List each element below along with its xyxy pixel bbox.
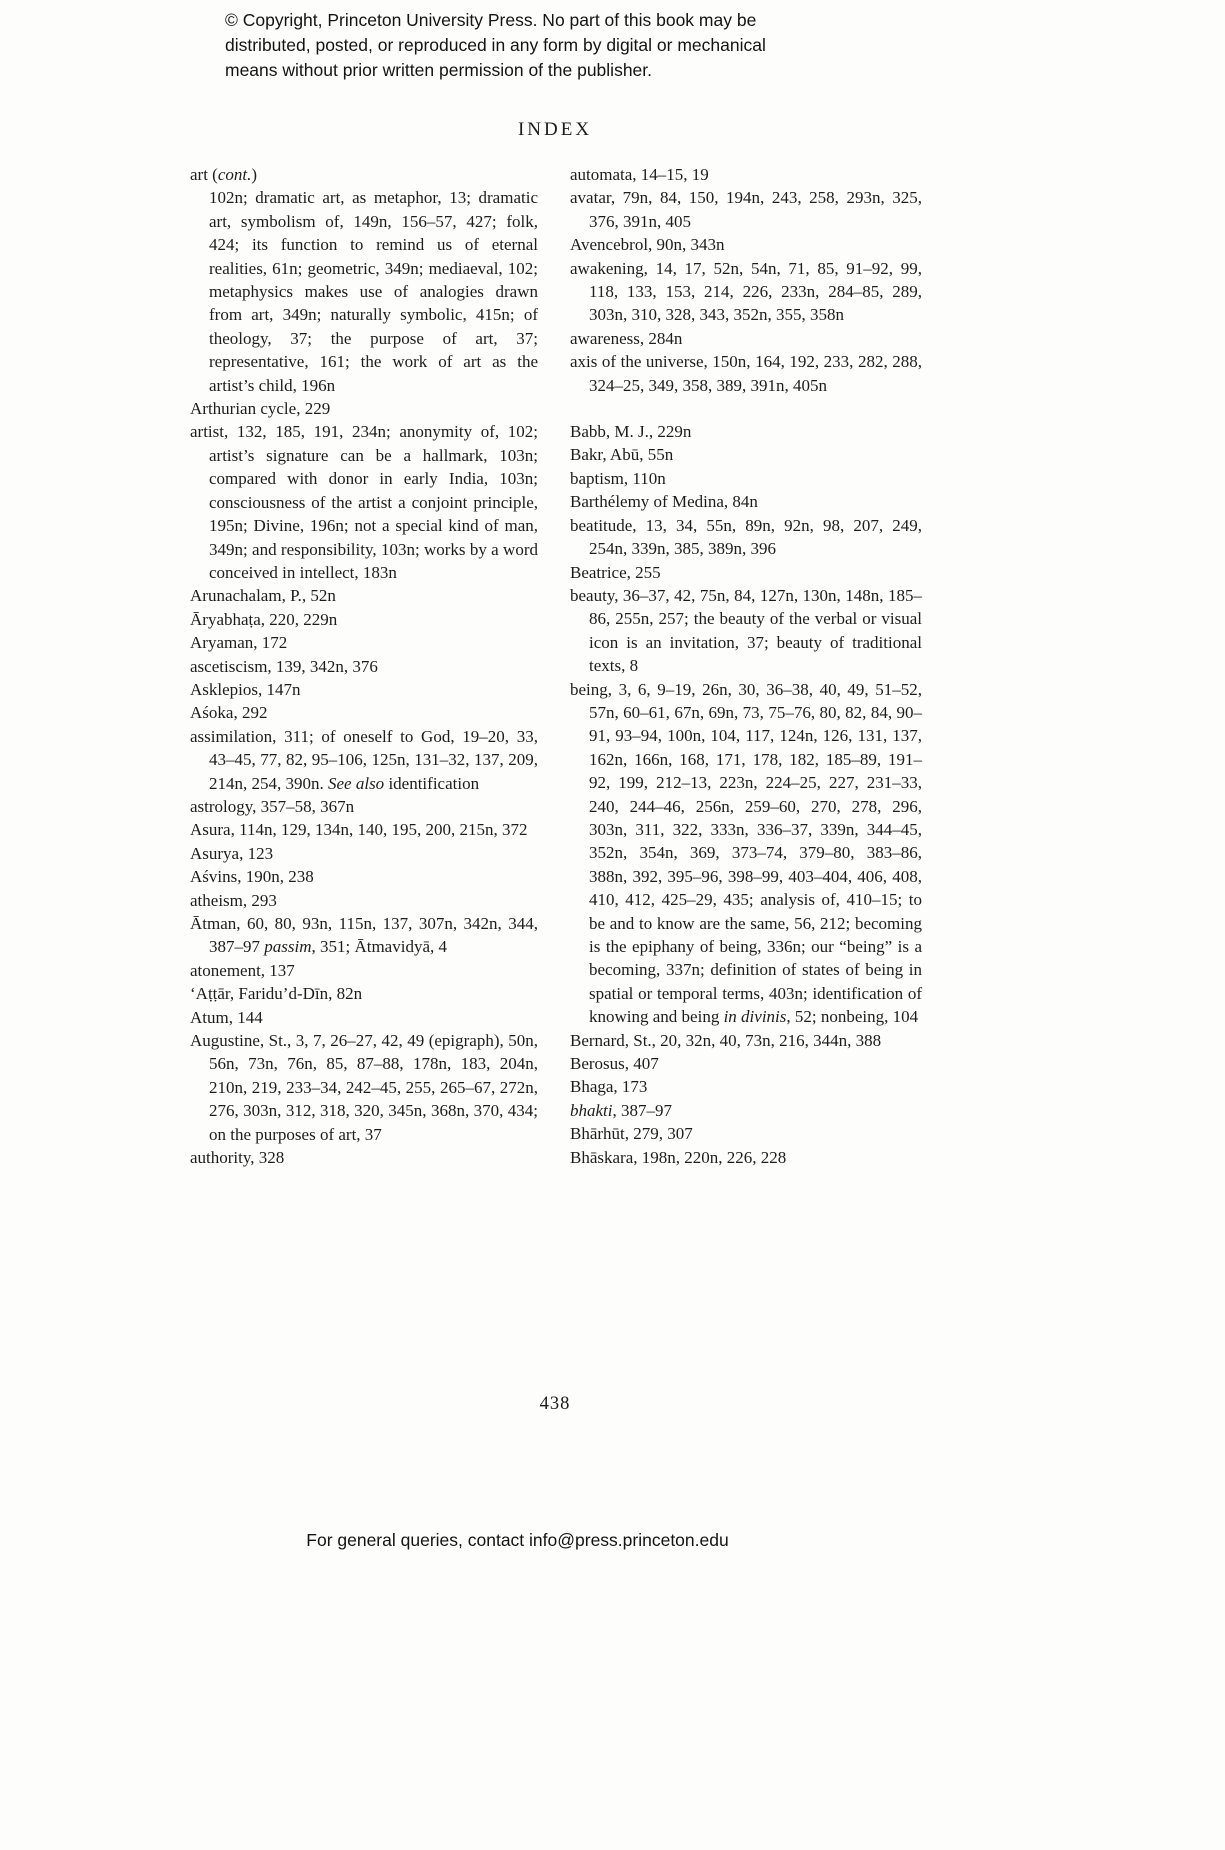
index-entry: beatitude, 13, 34, 55n, 89n, 92n, 98, 207, 249, 254n, 339n, 385, 389n, 396 bbox=[570, 515, 922, 559]
index-entry: Avencebrol, 90n, 343n bbox=[570, 235, 725, 255]
index-entry: artist, 132, 185, 191, 234n; anonymity of, 102; artist’s signature can be a hallmark, 103n; compared with donor in early India, 103n; consciousness of the artist a conjoint principle, 195n; Divine, 196n; not a special kind of man, 349n; and responsibility, 103n; works by a word conceived in intellect, 183n bbox=[190, 422, 538, 582]
index-entry: 102n; dramatic art, as metaphor, 13; dramatic art, symbolism of, 149n, 156–57, 427; folk, 424; its function to remind us of eternal realities, 61n; geometric, 349n; mediaeval, 102; metaphysics makes use of analogies drawn from art, 349n; naturally symbolic, 415n; of theology, 37; the purpose of art, 37; representative, 161; the work of art as the artist’s child, 196n bbox=[209, 188, 538, 395]
index-left-column bbox=[190, 163, 538, 1169]
index-entry: beauty, 36–37, 42, 75n, 84, 127n, 130n, 148n, 185–86, 255n, 257; the beauty of the verbal or visual icon is an invitation, 37; beauty of traditional texts, 8 bbox=[570, 585, 922, 676]
index-entry: baptism, 110n bbox=[570, 468, 666, 488]
index-entry: Asura, 114n, 129, 134n, 140, 195, 200, 215n, 372 bbox=[190, 820, 528, 840]
index-entry: Beatrice, 255 bbox=[570, 562, 661, 582]
index-entry: awakening, 14, 17, 52n, 54n, 71, 85, 91–92, 99, 118, 133, 153, 214, 226, 233n, 284–85, 289, 303n, 310, 328, 343, 352n, 355, 358n bbox=[570, 258, 922, 325]
index-entry: Asklepios, 147n bbox=[190, 679, 301, 699]
index-entry: Bernard, St., 20, 32n, 40, 73n, 216, 344n, 388 bbox=[570, 1030, 882, 1050]
index-entry: Babb, M. J., 229n bbox=[570, 422, 692, 442]
index-entry: Barthélemy of Medina, 84n bbox=[570, 492, 758, 512]
index-entry: astrology, 357–58, 367n bbox=[190, 796, 355, 816]
index-entry: Bhaga, 173 bbox=[570, 1077, 648, 1097]
index-entry: automata, 14–15, 19 bbox=[570, 165, 709, 184]
index-entry: Atum, 144 bbox=[190, 1007, 263, 1027]
index-entry: Ātman, 60, 80, 93n, 115n, 137, 307n, 342n, 344, 387–97 passim, 351; Ātmavidyā, 4 bbox=[190, 914, 538, 957]
index-entry: Asurya, 123 bbox=[190, 843, 274, 863]
index-entry: axis of the universe, 150n, 164, 192, 233, 282, 288, 324–25, 349, 358, 389, 391n, 405n bbox=[570, 352, 922, 395]
index-entry: Augustine, St., 3, 7, 26–27, 42, 49 (epigraph), 50n, 56n, 73n, 76n, 85, 87–88, 178n, 183, 204n, 210n, 219, 233–34, 242–45, 255, 265–67, 272n, 276, 303n, 312, 318, 320, 345n, 368n, 370, 434; on the purposes of art, 37 bbox=[190, 1031, 538, 1144]
index-entry: atonement, 137 bbox=[190, 960, 295, 980]
index-entry: assimilation, 311; of oneself to God, 19–20, 33, 43–45, 77, 82, 95–106, 125n, 131–32, 137, 209, 214n, 254, 390n. See also identification bbox=[190, 726, 538, 793]
index-entry: bhakti, 387–97 bbox=[570, 1100, 672, 1120]
index-entry: ‘Aṭṭār, Faridu’d-Dīn, 82n bbox=[190, 984, 363, 1004]
copyright-notice: © Copyright, Princeton University Press. No part of this book may be distributed, posted, or reproduced in any form by digital or mechanical means without prior written permission of the publisher. bbox=[225, 10, 766, 80]
page-title: INDEX bbox=[517, 119, 593, 140]
index-entry: art (cont.) bbox=[190, 165, 258, 184]
index-entry: awareness, 284n bbox=[570, 328, 683, 348]
index-entry: Aryaman, 172 bbox=[190, 633, 288, 653]
index-entry: Āryabhaṭa, 220, 229n bbox=[190, 609, 338, 629]
index-entry: Aśvins, 190n, 238 bbox=[190, 867, 314, 887]
index-entry: Aśoka, 292 bbox=[190, 703, 268, 723]
index-entry: Arunachalam, P., 52n bbox=[190, 586, 336, 606]
index-entry: ascetiscism, 139, 342n, 376 bbox=[190, 656, 378, 676]
index-entry: Bhāskara, 198n, 220n, 226, 228 bbox=[570, 1147, 787, 1167]
index-entry: Berosus, 407 bbox=[570, 1054, 659, 1074]
index-right-column bbox=[570, 163, 922, 1169]
index-entry: Bhārhūt, 279, 307 bbox=[570, 1124, 693, 1144]
index-entry: Bakr, Abū, 55n bbox=[570, 445, 674, 465]
index-entry: Arthurian cycle, 229 bbox=[190, 399, 331, 419]
index-entry: authority, 328 bbox=[190, 1148, 285, 1168]
page-number: 438 bbox=[539, 1394, 571, 1414]
index-entry: atheism, 293 bbox=[190, 890, 277, 910]
index-entry: avatar, 79n, 84, 150, 194n, 243, 258, 293n, 325, 376, 391n, 405 bbox=[570, 188, 922, 231]
footer-contact: For general queries, contact info@press.princeton.edu bbox=[306, 1530, 729, 1550]
index-entry: being, 3, 6, 9–19, 26n, 30, 36–38, 40, 49, 51–52, 57n, 60–61, 67n, 69n, 73, 75–76, 80, 82, 84, 90–91, 93–94, 100n, 104, 117, 124n, 126, 131, 137, 162n, 166n, 168, 171, 178, 182, 185–89, 191–92, 199, 212–13, 223n, 224–25, 227, 231–33, 240, 244–46, 256n, 259–60, 270, 278, 296, 303n, 311, 322, 333n, 336–37, 339n, 344–45, 352n, 354n, 369, 373–74, 379–80, 383–86, 388n, 392, 395–96, 398–99, 403–404, 406, 408, 410, 412, 425–29, 435; analysis of, 410–15; to be and to know are the same, 56, 212; becoming is the epiphany of being, 336n; our “being” is a becoming, 337n; definition of states of being in spatial or temporal terms, 403n; identification of knowing and being in divinis, 52; nonbeing, 104 bbox=[570, 679, 922, 1027]
